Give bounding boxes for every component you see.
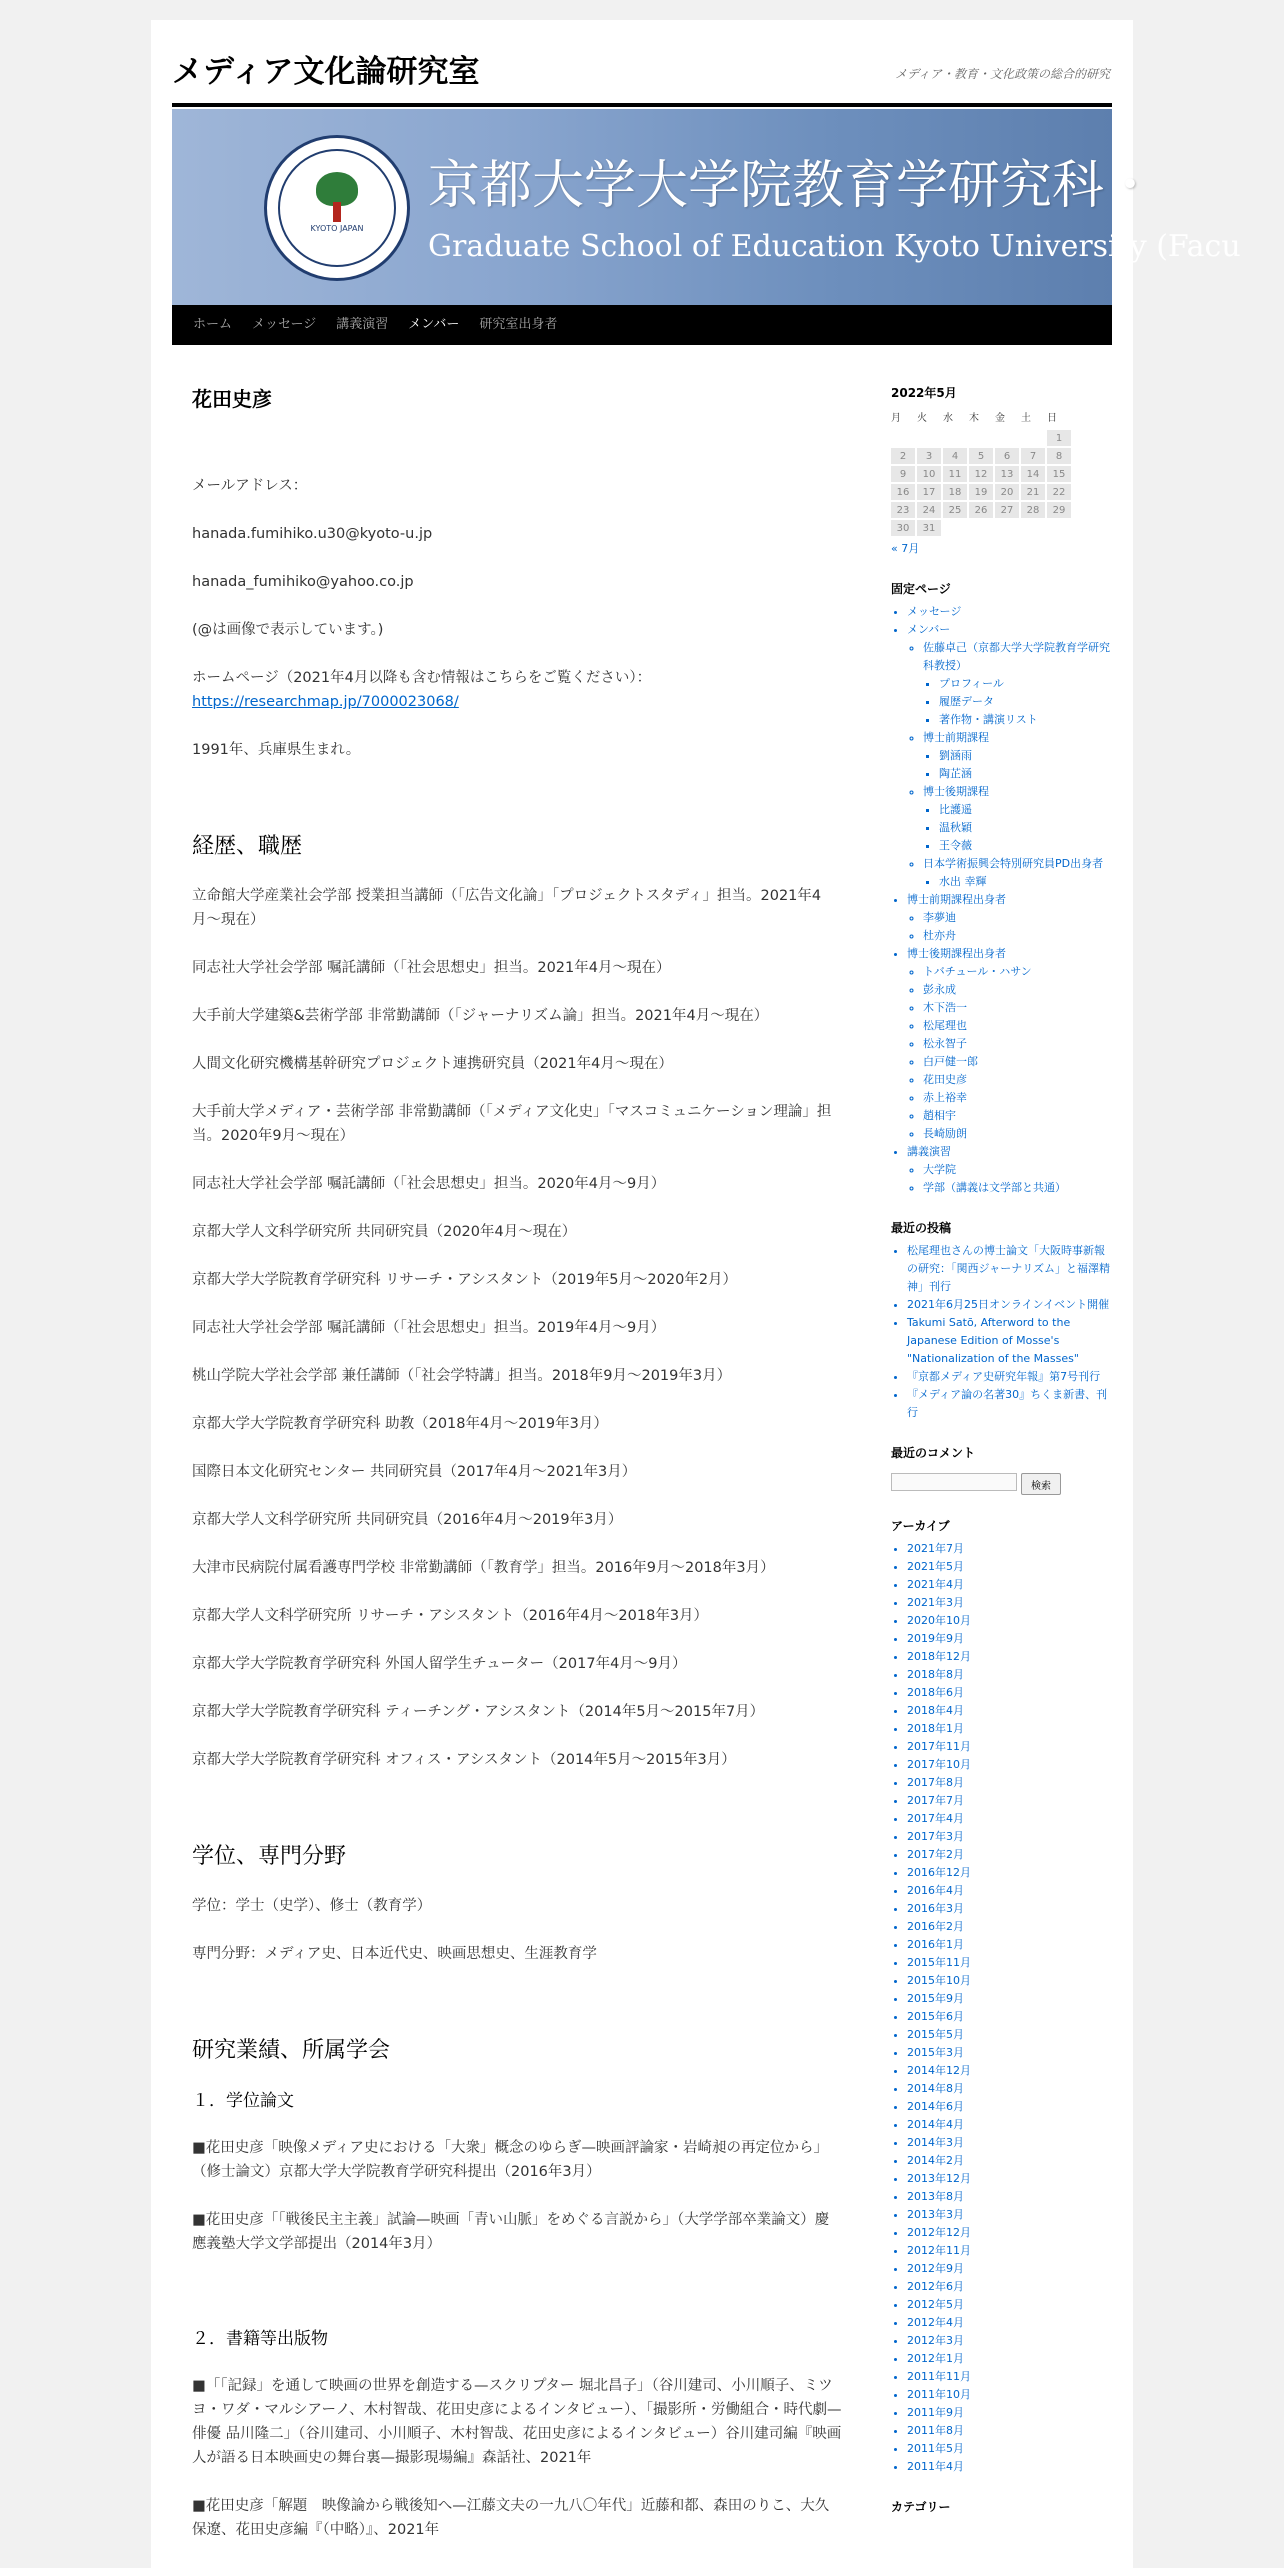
- archive-link[interactable]: • 2018年8月: [907, 1666, 1111, 1684]
- archive-link[interactable]: • 2012年1月: [907, 2350, 1111, 2368]
- calendar-day: 22: [1047, 484, 1071, 500]
- calendar-day: 26: [969, 502, 993, 518]
- page-link-doctor-pre[interactable]: [923, 729, 1111, 783]
- email-address-1: hanada.fumihiko.u30@kyoto-u.jp: [192, 526, 433, 542]
- archive-link[interactable]: • 2014年4月: [907, 2116, 1111, 2134]
- degree-heading: 学位、専門分野: [192, 1844, 347, 1869]
- calendar-day: 2: [891, 448, 915, 464]
- main-navigation: [172, 305, 1112, 345]
- tree-trunk-icon: [333, 202, 341, 222]
- career-entry: 京都大学大学院教育学研究科 リサーチ・アシスタント（2019年5月〜2020年2月）: [192, 1272, 738, 1288]
- calendar-day: 27: [995, 502, 1019, 518]
- thesis-heading: １．学位論文: [192, 2091, 294, 2111]
- page-link-sub[interactable]: ◦ 学部（講義は文学部と共通）: [923, 1179, 1111, 1197]
- calendar-day: 16: [891, 484, 915, 500]
- archive-link[interactable]: • 2017年4月: [907, 1810, 1111, 1828]
- page-wrapper: [151, 20, 1241, 2568]
- search-form: [891, 1473, 1111, 1495]
- calendar-empty: [943, 430, 967, 446]
- header-divider: [172, 103, 1112, 107]
- career-entry: 京都大学人文科学研究所 共同研究員（2020年4月〜現在）: [192, 1224, 577, 1240]
- calendar-day: 29: [1047, 502, 1071, 518]
- page-link-sub[interactable]: ◦ 李夢迪: [923, 909, 1111, 927]
- archive-link[interactable]: • 2013年8月: [907, 2188, 1111, 2206]
- archive-link[interactable]: • 2017年10月: [907, 1756, 1111, 1774]
- page-link-sub[interactable]: ▪ 比護遥: [939, 801, 1111, 819]
- calendar-weekday: 土: [1021, 413, 1031, 424]
- page-link-sub[interactable]: ◦ 赤上裕幸: [923, 1089, 1111, 1107]
- calendar-empty: [969, 430, 993, 446]
- archive-link[interactable]: • 2011年8月: [907, 2422, 1111, 2440]
- nav-link[interactable]: ホーム: [193, 317, 233, 332]
- archive-link[interactable]: • 2011年9月: [907, 2404, 1111, 2422]
- university-seal-logo: [264, 135, 410, 281]
- search-button[interactable]: 検索: [1021, 1473, 1061, 1495]
- birth-info: 1991年、兵庫県生まれ。: [192, 742, 361, 758]
- career-entry: 大津市民病院付属看護専門学校 非常勤講師（「教育学」担当。2016年9月〜2018年3月）: [192, 1560, 775, 1576]
- recent-post-link[interactable]: • Takumi Satō, Afterword to the Japanese Edition of Mosse's "Nationalization of the Masses": [907, 1314, 1111, 1368]
- calendar-day: 9: [891, 466, 915, 482]
- recent-posts-list: [891, 1242, 1111, 1422]
- calendar-prev-link[interactable]: « 7月: [891, 542, 920, 555]
- career-entry: 京都大学大学院教育学研究科 外国人留学生チューター（2017年4月〜9月）: [192, 1656, 687, 1672]
- calendar-day: 6: [995, 448, 1019, 464]
- archive-link[interactable]: • 2016年12月: [907, 1864, 1111, 1882]
- calendar-day: 14: [1021, 466, 1045, 482]
- calendar-day: 1: [1047, 430, 1071, 446]
- archive-link[interactable]: • 2013年3月: [907, 2206, 1111, 2224]
- archive-link[interactable]: • 2020年10月: [907, 1612, 1111, 1630]
- career-entry: 同志社大学社会学部 嘱託講師（「社会思想史」担当。2019年4月〜9月）: [192, 1320, 666, 1336]
- archive-link[interactable]: • 2017年2月: [907, 1846, 1111, 1864]
- archive-link[interactable]: • 2011年5月: [907, 2440, 1111, 2458]
- archive-link[interactable]: • 2012年9月: [907, 2260, 1111, 2278]
- recent-post-link[interactable]: • 『メディア論の名著30』ちくま新書、刊行: [907, 1386, 1111, 1422]
- search-input[interactable]: [891, 1473, 1017, 1491]
- seal-text: KYOTO JAPAN: [310, 224, 364, 233]
- sidebar: [891, 384, 1111, 2521]
- thesis-entry: ■花田史彦「映像メディア史における「大衆」概念のゆらぎ—映画評論家・岩崎昶の再定位から」（修士論文）京都大学大学院教育学研究科提出（2016年3月）: [192, 2140, 829, 2180]
- nav-item[interactable]: [183, 305, 242, 345]
- archive-link[interactable]: • 2014年2月: [907, 2152, 1111, 2170]
- nav-item[interactable]: [326, 305, 398, 345]
- recent-post-link[interactable]: • 松尾理也さんの博士論文「大阪時事新報の研究：「関西ジャーナリズム」と福澤精神」刊行: [907, 1242, 1111, 1296]
- page-link-sub[interactable]: ▪ 王令薇: [939, 837, 1111, 855]
- homepage-text: ホームページ（2021年4月以降も含む情報はこちらをご覧ください）：: [192, 670, 652, 686]
- calendar-weekday: 火: [917, 413, 927, 424]
- archive-link[interactable]: • 2016年4月: [907, 1882, 1111, 1900]
- page-link-profile[interactable]: ▪ プロフィール: [939, 675, 1111, 693]
- nav-item[interactable]: [398, 305, 469, 345]
- calendar-day: 8: [1047, 448, 1071, 464]
- page-link-sub[interactable]: ◦ 大学院: [923, 1161, 1111, 1179]
- career-entry: 立命館大学産業社会学部 授業担当講師（「広告文化論」「プロジェクトスタディ」担当。2021年4月〜現在）: [192, 888, 822, 928]
- page-link-sub[interactable]: ◦ 杜亦舟: [923, 927, 1111, 945]
- recent-posts-heading: 最近の投稿: [891, 1221, 952, 1235]
- archive-link[interactable]: • 2019年9月: [907, 1630, 1111, 1648]
- email-note: (@は画像で表示しています。): [192, 622, 384, 638]
- header-banner-image: [172, 109, 1241, 305]
- career-entry: 京都大学大学院教育学研究科 助教（2018年4月〜2019年3月）: [192, 1416, 608, 1432]
- categories-heading: カテゴリー: [891, 2500, 951, 2514]
- page-link-sub[interactable]: ◦ 花田史彦: [923, 1071, 1111, 1089]
- calendar-day: 24: [917, 502, 941, 518]
- page-link-alumni-pre[interactable]: [907, 891, 1111, 945]
- calendar-day: 3: [917, 448, 941, 464]
- calendar-day: 20: [995, 484, 1019, 500]
- archive-link[interactable]: • 2021年4月: [907, 1576, 1111, 1594]
- page-link-sub[interactable]: ◦ 松尾理也: [923, 1017, 1111, 1035]
- page-title: 花田史彦: [192, 387, 272, 411]
- archive-link[interactable]: • 2012年4月: [907, 2314, 1111, 2332]
- calendar-empty: [891, 430, 915, 446]
- calendar-weekday: 木: [969, 413, 979, 424]
- page-link-message[interactable]: • メッセージ: [907, 603, 1111, 621]
- banner-japanese-text: 京都大学大学院教育学研究科・: [428, 156, 1157, 216]
- calendar-weekday: 日: [1047, 413, 1057, 424]
- page-link-sato[interactable]: [923, 639, 1111, 729]
- calendar-day: 5: [969, 448, 993, 464]
- archive-link[interactable]: • 2012年12月: [907, 2224, 1111, 2242]
- nav-item[interactable]: [242, 305, 326, 345]
- archive-link[interactable]: • 2017年3月: [907, 1828, 1111, 1846]
- page-link-sub[interactable]: ◦ 趙相宇: [923, 1107, 1111, 1125]
- page-link-sub[interactable]: ▪ 陶芷涵: [939, 765, 1111, 783]
- book-entry: ■花田史彦「解題 映像論から戦後知へ—江藤文夫の一九八〇年代」近藤和都、森田のりこ、大久保遼、花田史彦編『（中略）』、2021年: [192, 2498, 830, 2538]
- archive-link[interactable]: • 2017年7月: [907, 1792, 1111, 1810]
- page-link-doctor-post[interactable]: [923, 783, 1111, 855]
- page-link-doctor-pre-label[interactable]: 博士前期課程: [923, 731, 989, 744]
- archive-link[interactable]: • 2011年10月: [907, 2386, 1111, 2404]
- page-link-doctor-post-label[interactable]: 博士後期課程: [923, 785, 989, 798]
- calendar-day: 31: [917, 520, 941, 536]
- main-content: [192, 383, 842, 2566]
- career-entry: 人間文化研究機構基幹研究プロジェクト連携研究員（2021年4月〜現在）: [192, 1056, 673, 1072]
- page-link-jsps[interactable]: [923, 855, 1111, 891]
- calendar-day: 21: [1021, 484, 1045, 500]
- calendar-day: 25: [943, 502, 967, 518]
- archive-link[interactable]: • 2018年6月: [907, 1684, 1111, 1702]
- page-link-sub[interactable]: ▪ 温秋穎: [939, 819, 1111, 837]
- career-entry: 国際日本文化研究センター 共同研究員（2017年4月〜2021年3月）: [192, 1464, 637, 1480]
- career-heading: 経歴、職歴: [192, 834, 303, 859]
- archive-link[interactable]: • 2018年1月: [907, 1720, 1111, 1738]
- archive-link[interactable]: • 2013年12月: [907, 2170, 1111, 2188]
- calendar-day: 12: [969, 466, 993, 482]
- calendar-day: 18: [943, 484, 967, 500]
- archive-link[interactable]: • 2012年11月: [907, 2242, 1111, 2260]
- recent-post-link[interactable]: • 『京都メディア史研究年報』第7号刊行: [907, 1368, 1111, 1386]
- calendar-empty: [917, 430, 941, 446]
- pages-heading: 固定ページ: [891, 582, 951, 596]
- nav-link[interactable]: メンバー: [408, 317, 460, 332]
- page-link-jsps-label[interactable]: 日本学術振興会特別研究員PD出身者: [923, 857, 1104, 870]
- page-link-alumni-pre-label[interactable]: 博士前期課程出身者: [907, 893, 1006, 906]
- nav-link[interactable]: 研究室出身者: [479, 317, 558, 332]
- calendar-day: 13: [995, 466, 1019, 482]
- archive-link[interactable]: • 2015年5月: [907, 2026, 1111, 2044]
- calendar-caption: 2022年5月: [891, 386, 957, 400]
- nav-link[interactable]: メッセージ: [252, 317, 317, 332]
- archive-link[interactable]: • 2012年3月: [907, 2332, 1111, 2350]
- career-entry: 京都大学人文科学研究所 リサーチ・アシスタント（2016年4月〜2018年3月）: [192, 1608, 709, 1624]
- tree-icon: [316, 172, 358, 206]
- thesis-entry: ■花田史彦「「戦後民主主義」試論—映画「青い山脈」をめぐる言説から」（大学学部卒業論文）慶應義塾大学文学部提出（2014年3月）: [192, 2212, 830, 2252]
- archives-heading: アーカイブ: [891, 1519, 950, 1533]
- archive-link[interactable]: • 2015年11月: [907, 1954, 1111, 1972]
- site-title[interactable]: メディア文化論研究室: [172, 54, 480, 90]
- calendar-empty: [995, 520, 1019, 536]
- career-entry: 京都大学人文科学研究所 共同研究員（2016年4月〜2019年3月）: [192, 1512, 623, 1528]
- page-link-alumni-post[interactable]: [907, 945, 1111, 1143]
- page-link-sato-label[interactable]: 佐藤卓己（京都大学大学院教育学研究科教授）: [923, 641, 1110, 672]
- field-text: 専門分野：メディア史、日本近代史、映画思想史、生涯教育学: [192, 1946, 597, 1962]
- recent-comments-heading: 最近のコメント: [891, 1446, 976, 1460]
- archive-link[interactable]: • 2016年3月: [907, 1900, 1111, 1918]
- career-entry: 大手前大学建築&芸術学部 非常勤講師（「ジャーナリズム論」担当。2021年4月〜現在）: [192, 1008, 769, 1024]
- page-link-alumni-post-label[interactable]: 博士後期課程出身者: [907, 947, 1006, 960]
- archive-link[interactable]: • 2016年2月: [907, 1918, 1111, 1936]
- archive-link[interactable]: • 2014年6月: [907, 2098, 1111, 2116]
- career-entry: 京都大学大学院教育学研究科 ティーチング・アシスタント（2014年5月〜2015年7月）: [192, 1704, 765, 1720]
- page-link-sub[interactable]: ◦ 長崎励朗: [923, 1125, 1111, 1143]
- calendar-empty: [969, 520, 993, 536]
- page-link-sub[interactable]: ▪ 水出 幸輝: [939, 873, 1111, 891]
- archive-link[interactable]: • 2018年12月: [907, 1648, 1111, 1666]
- page-link-sub[interactable]: ◦ 彭永成: [923, 981, 1111, 999]
- page-link-member[interactable]: [907, 621, 1111, 891]
- calendar-day: 4: [943, 448, 967, 464]
- email-address-2: hanada_fumihiko@yahoo.co.jp: [192, 574, 414, 590]
- career-entry: 桃山学院大学社会学部 兼任講師（「社会学特講」担当。2018年9月〜2019年3月）: [192, 1368, 732, 1384]
- page-link-sub[interactable]: ◦ 木下浩一: [923, 999, 1111, 1017]
- books-heading: ２．書籍等出版物: [192, 2329, 328, 2349]
- email-label: メールアドレス：: [192, 478, 308, 494]
- homepage-paragraph: [192, 666, 842, 714]
- calendar-day: 19: [969, 484, 993, 500]
- page-link-sub[interactable]: ◦ 松永智子: [923, 1035, 1111, 1053]
- archives-list: [891, 1540, 1111, 2476]
- archive-link[interactable]: • 2017年11月: [907, 1738, 1111, 1756]
- calendar-weekday: 月: [891, 413, 901, 424]
- career-entry: 京都大学大学院教育学研究科 オフィス・アシスタント（2014年5月〜2015年3月）: [192, 1752, 736, 1768]
- calendar-day: 23: [891, 502, 915, 518]
- calendar-empty: [943, 520, 967, 536]
- calendar-day: 17: [917, 484, 941, 500]
- archive-link[interactable]: • 2016年1月: [907, 1936, 1111, 1954]
- pages-list: [891, 603, 1111, 1197]
- banner-english-text: Graduate School of Education Kyoto University (Facu: [428, 229, 1241, 264]
- archive-link[interactable]: • 2015年10月: [907, 1972, 1111, 1990]
- archive-link[interactable]: • 2015年9月: [907, 1990, 1111, 2008]
- research-heading: 研究業績、所属学会: [192, 2038, 391, 2063]
- page-link-sub[interactable]: ▪ 劉涵雨: [939, 747, 1111, 765]
- page-link-member-label[interactable]: メンバー: [907, 623, 951, 636]
- archive-link[interactable]: • 2012年5月: [907, 2296, 1111, 2314]
- archive-link[interactable]: • 2015年6月: [907, 2008, 1111, 2026]
- calendar-day: 30: [891, 520, 915, 536]
- nav-link[interactable]: 講義演習: [336, 317, 389, 332]
- calendar-day: 7: [1021, 448, 1045, 464]
- archive-link[interactable]: • 2011年4月: [907, 2458, 1111, 2476]
- calendar-day: 28: [1021, 502, 1045, 518]
- calendar-empty: [1021, 430, 1045, 446]
- career-entry: 同志社大学社会学部 嘱託講師（「社会思想史」担当。2021年4月〜現在）: [192, 960, 671, 976]
- page-link-sub[interactable]: ◦ トバチュール・ハサン: [923, 963, 1111, 981]
- degree-text: 学位：学士（史学）、修士（教育学）: [192, 1898, 432, 1914]
- archive-link[interactable]: • 2021年3月: [907, 1594, 1111, 1612]
- archive-link[interactable]: • 2015年3月: [907, 2044, 1111, 2062]
- researchmap-link[interactable]: https://researchmap.jp/7000023068/: [192, 694, 459, 710]
- calendar-day: 11: [943, 466, 967, 482]
- page-link-sub[interactable]: ◦ 白戸健一郎: [923, 1053, 1111, 1071]
- archive-link[interactable]: • 2018年4月: [907, 1702, 1111, 1720]
- calendar-weekday: 金: [995, 413, 1005, 424]
- archive-link[interactable]: • 2014年8月: [907, 2080, 1111, 2098]
- calendar-weekday: 水: [943, 413, 953, 424]
- archive-link[interactable]: • 2014年12月: [907, 2062, 1111, 2080]
- archive-link[interactable]: • 2012年6月: [907, 2278, 1111, 2296]
- page-link-history[interactable]: ▪ 履歴データ: [939, 693, 1111, 711]
- calendar-empty: [995, 430, 1019, 446]
- archive-link[interactable]: • 2021年7月: [907, 1540, 1111, 1558]
- calendar-day: 10: [917, 466, 941, 482]
- calendar-table: [889, 407, 1073, 538]
- calendar-empty: [1021, 520, 1045, 536]
- page-link-lectures-label[interactable]: 講義演習: [907, 1145, 951, 1158]
- page-link-works[interactable]: ▪ 著作物・講演リスト: [939, 711, 1111, 729]
- calendar-day: 15: [1047, 466, 1071, 482]
- career-entry: 大手前大学メディア・芸術学部 非常勤講師（「メディア文化史」「マスコミュニケーション理論」担当。2020年9月〜現在）: [192, 1104, 832, 1144]
- book-entry: ■「「記録」を通して映画の世界を創造する—スクリプター 堀北昌子」（谷川建司、小川順子、ミツヨ・ワダ・マルシアーノ、木村智哉、花田史彦によるインタビュー）、「撮影所・労働組合・時代劇—俳優 品川隆二」（谷川建司、小川順子、木村智哉、花田史彦によるインタビュー）谷川建司編『映画人が語る日本映画史の舞台裏—撮影現場編』森話社、2021年: [192, 2378, 842, 2466]
- archive-link[interactable]: • 2014年3月: [907, 2134, 1111, 2152]
- site-description: メディア・教育・文化政策の総合的研究: [894, 67, 1110, 81]
- archive-link[interactable]: • 2017年8月: [907, 1774, 1111, 1792]
- nav-item[interactable]: [469, 305, 567, 345]
- archive-link[interactable]: • 2021年5月: [907, 1558, 1111, 1576]
- calendar-empty: [1047, 520, 1071, 536]
- recent-post-link[interactable]: • 2021年6月25日オンラインイベント開催: [907, 1296, 1111, 1314]
- archive-link[interactable]: • 2011年11月: [907, 2368, 1111, 2386]
- page-link-lectures[interactable]: [907, 1143, 1111, 1197]
- career-entry: 同志社大学社会学部 嘱託講師（「社会思想史」担当。2020年4月〜9月）: [192, 1176, 666, 1192]
